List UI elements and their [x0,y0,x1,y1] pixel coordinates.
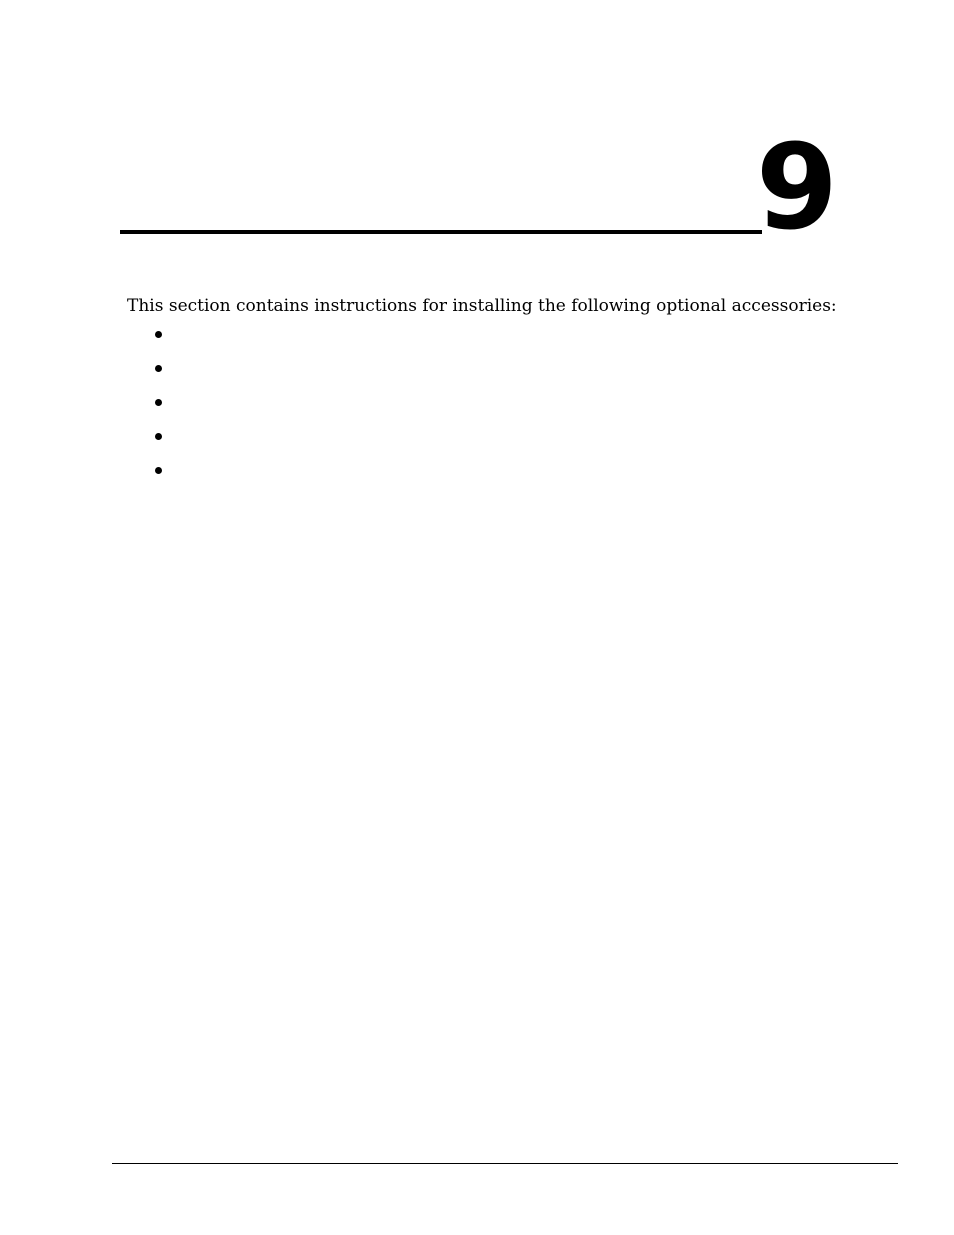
footer-rule [112,1163,898,1164]
bullet-icon [155,331,162,338]
bullet-icon [155,399,162,406]
bullet-icon [155,467,162,474]
chapter-number: 9 [755,118,838,256]
chapter-rule [120,230,762,234]
intro-paragraph: This section contains instructions for installing the following optional accessories: [127,296,837,316]
bullet-icon [155,365,162,372]
bullet-icon [155,433,162,440]
list-item [152,458,176,492]
list-item [152,390,176,424]
accessory-list [152,322,176,492]
list-item [152,424,176,458]
list-item [152,322,176,356]
list-item [152,356,176,390]
